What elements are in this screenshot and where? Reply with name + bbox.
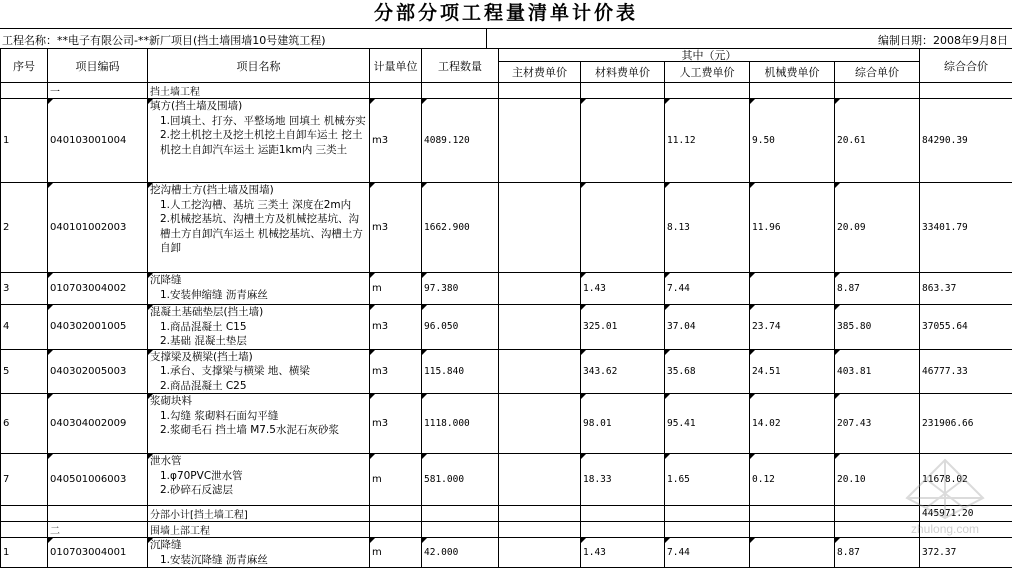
cell-name <box>148 394 370 454</box>
cell-machine: 23.74 <box>750 305 835 350</box>
cell-material: 1.43 <box>581 538 665 568</box>
cell-code: 040304002009 <box>48 394 148 454</box>
cell-empty <box>835 522 920 538</box>
cell-qty: 115.840 <box>422 349 499 394</box>
item-detail: 1.安装伸缩缝 沥青麻丝 <box>150 288 367 303</box>
cell-unit-price: 20.10 <box>835 454 920 506</box>
info-bar <box>0 28 1012 49</box>
table-row <box>1 454 1012 506</box>
table-row <box>1 305 1012 350</box>
subtotal-label: 分部小计[挡土墙工程] <box>148 506 370 522</box>
cell-unit: m3 <box>370 183 422 273</box>
cell-empty <box>422 522 499 538</box>
cell-empty <box>422 506 499 522</box>
cell-total: 372.37 <box>920 538 1012 568</box>
cell-empty <box>665 83 750 99</box>
item-detail: 1.人工挖沟槽、基坑 三类土 深度在2m内 <box>150 198 367 213</box>
cell-machine: 0.12 <box>750 454 835 506</box>
cell-machine <box>750 273 835 305</box>
cell-material: 18.33 <box>581 454 665 506</box>
cell-unit: m3 <box>370 305 422 350</box>
table-row <box>1 394 1012 454</box>
cell-empty <box>665 522 750 538</box>
item-detail: 2.商品混凝土 C25 <box>150 379 367 394</box>
cell-unit-price: 8.87 <box>835 273 920 305</box>
cell-code: 040501006003 <box>48 454 148 506</box>
subtotal-row <box>1 506 1012 522</box>
header-qty: 工程数量 <box>422 49 499 83</box>
cell-empty <box>370 506 422 522</box>
item-name: 沉降缝 <box>150 274 182 286</box>
cell-material: 343.62 <box>581 349 665 394</box>
cell-seq: 7 <box>1 454 48 506</box>
item-name: 浆砌块料 <box>150 395 192 407</box>
cell-empty <box>665 506 750 522</box>
cell-code: 040302001005 <box>48 305 148 350</box>
cell-labor: 7.44 <box>665 538 750 568</box>
cell-material: 325.01 <box>581 305 665 350</box>
subtotal-total: 445971.20 <box>920 506 1012 522</box>
cell-machine: 11.96 <box>750 183 835 273</box>
cell-empty <box>581 506 665 522</box>
cell-empty <box>499 83 581 99</box>
cell-unit: m <box>370 454 422 506</box>
cell-name <box>148 538 370 568</box>
watermark-text: zhulong.com <box>911 522 979 536</box>
cell-empty <box>422 83 499 99</box>
cell-seq: 1 <box>1 538 48 568</box>
item-name: 泄水管 <box>150 455 182 467</box>
item-detail: 1.承台、支撑梁与横梁 地、横梁 <box>150 364 367 379</box>
cell-empty <box>750 506 835 522</box>
header-unit-price: 综合单价 <box>835 62 920 83</box>
cell-seq: 2 <box>1 183 48 273</box>
cell-seq <box>1 522 48 538</box>
info-divider <box>486 29 487 48</box>
table-row <box>1 273 1012 305</box>
section-number: 二 <box>48 522 148 538</box>
cell-labor: 37.04 <box>665 305 750 350</box>
cell-name <box>148 183 370 273</box>
cell-unit: m <box>370 273 422 305</box>
header-among: 其中（元） <box>499 49 920 62</box>
cell-empty <box>581 83 665 99</box>
cell-empty <box>581 522 665 538</box>
header-total: 综合合价 <box>920 49 1012 83</box>
cell-labor: 95.41 <box>665 394 750 454</box>
cell-empty <box>370 522 422 538</box>
item-detail: 2.挖土机挖土及挖土机挖土自卸车运土 挖土机挖土自卸汽车运土 运距1km内 三类土 <box>150 128 367 157</box>
cell-labor: 1.65 <box>665 454 750 506</box>
cell-empty <box>920 83 1012 99</box>
cell-code: 010703004002 <box>48 273 148 305</box>
item-name: 支撑梁及横梁(挡土墙) <box>150 351 253 363</box>
cell-unit: m <box>370 538 422 568</box>
section-number: 一 <box>48 83 148 99</box>
cell-labor: 11.12 <box>665 99 750 183</box>
cell-unit-price: 8.87 <box>835 538 920 568</box>
cell-qty: 42.000 <box>422 538 499 568</box>
cell-seq: 4 <box>1 305 48 350</box>
cell-unit: m3 <box>370 349 422 394</box>
cell-total: 11678.02 <box>920 454 1012 506</box>
cell-total: 231906.66 <box>920 394 1012 454</box>
header-code: 项目编码 <box>48 49 148 83</box>
cell-name <box>148 305 370 350</box>
header-machine: 机械费单价 <box>750 62 835 83</box>
cell-empty <box>370 83 422 99</box>
table-row <box>1 183 1012 273</box>
project-name: 工程名称：**电子有限公司-**新厂项目(挡土墙围墙10号建筑工程) <box>2 32 326 48</box>
cell-main-material <box>499 454 581 506</box>
header-unit: 计量单位 <box>370 49 422 83</box>
compile-date: 编制日期：2008年9月8日 <box>878 32 1008 48</box>
item-detail: 1.商品混凝土 C15 <box>150 320 367 335</box>
section-row <box>1 522 1012 538</box>
item-name: 沉降缝 <box>150 539 182 551</box>
cell-name <box>148 273 370 305</box>
cell-seq: 6 <box>1 394 48 454</box>
cell-unit-price: 385.80 <box>835 305 920 350</box>
cell-qty: 1662.900 <box>422 183 499 273</box>
cell-seq: 1 <box>1 99 48 183</box>
cell-name <box>148 349 370 394</box>
section-row <box>1 83 1012 99</box>
header-main-material: 主材费单价 <box>499 62 581 83</box>
cell-name <box>148 99 370 183</box>
cell-labor: 7.44 <box>665 273 750 305</box>
cell-unit: m3 <box>370 99 422 183</box>
item-name: 挖沟槽土方(挡土墙及围墙) <box>150 184 274 196</box>
cell-unit-price: 403.81 <box>835 349 920 394</box>
cell-seq <box>1 83 48 99</box>
item-detail: 1.φ70PVC泄水管 <box>150 469 367 484</box>
item-detail: 2.基础 混凝土垫层 <box>150 334 367 349</box>
cell-material <box>581 99 665 183</box>
section-title: 挡土墙工程 <box>148 83 370 99</box>
cell-main-material <box>499 349 581 394</box>
table-row <box>1 349 1012 394</box>
cell-seq: 3 <box>1 273 48 305</box>
item-name: 混凝土基础垫层(挡土墙) <box>150 306 263 318</box>
cell-seq: 5 <box>1 349 48 394</box>
cell-main-material <box>499 273 581 305</box>
table-row <box>1 99 1012 183</box>
item-detail: 1.回填土、打夯、平整场地 回填土 机械夯实 <box>150 114 367 129</box>
cell-qty: 581.000 <box>422 454 499 506</box>
cell-main-material <box>499 305 581 350</box>
cell-total: 84290.39 <box>920 99 1012 183</box>
cell-total: 863.37 <box>920 273 1012 305</box>
item-detail: 1.安装沉降缝 沥青麻丝 <box>150 553 367 568</box>
header-labor: 人工费单价 <box>665 62 750 83</box>
cell-empty <box>835 506 920 522</box>
cell-name <box>148 454 370 506</box>
item-detail: 2.砂碎石反滤层 <box>150 483 367 498</box>
cell-empty <box>750 522 835 538</box>
cell-code: 040302005003 <box>48 349 148 394</box>
cell-qty: 96.050 <box>422 305 499 350</box>
cell-unit-price: 20.09 <box>835 183 920 273</box>
cell-empty <box>499 522 581 538</box>
cell-seq <box>1 506 48 522</box>
section-title: 围墙上部工程 <box>148 522 370 538</box>
cell-total: 37055.64 <box>920 305 1012 350</box>
cell-machine <box>750 538 835 568</box>
cell-labor: 8.13 <box>665 183 750 273</box>
cell-unit-price: 207.43 <box>835 394 920 454</box>
cell-unit: m3 <box>370 394 422 454</box>
cell-machine: 24.51 <box>750 349 835 394</box>
cell-qty: 4089.120 <box>422 99 499 183</box>
header-material: 材料费单价 <box>581 62 665 83</box>
cell-material <box>581 183 665 273</box>
cell-material: 98.01 <box>581 394 665 454</box>
cell-main-material <box>499 394 581 454</box>
pricing-table <box>0 48 1012 568</box>
cell-qty: 97.380 <box>422 273 499 305</box>
item-detail: 2.机械挖基坑、沟槽土方及机械挖基坑、沟槽土方自卸汽车运土 机械挖基坑、沟槽土方自卸 <box>150 212 367 256</box>
cell-machine: 9.50 <box>750 99 835 183</box>
page-title: 分部分项工程量清单计价表 <box>0 0 1012 28</box>
cell-main-material <box>499 183 581 273</box>
cell-total: 46777.33 <box>920 349 1012 394</box>
cell-main-material <box>499 538 581 568</box>
cell-code: 040103001004 <box>48 99 148 183</box>
item-detail: 2.浆砌毛石 挡土墙 M7.5水泥石灰砂浆 <box>150 423 367 438</box>
cell-labor: 35.68 <box>665 349 750 394</box>
cell-material: 1.43 <box>581 273 665 305</box>
cell-code: 040101002003 <box>48 183 148 273</box>
table-row <box>1 538 1012 568</box>
header-name: 项目名称 <box>148 49 370 83</box>
cell-machine: 14.02 <box>750 394 835 454</box>
header-seq: 序号 <box>1 49 48 83</box>
cell-unit-price: 20.61 <box>835 99 920 183</box>
cell-empty <box>920 522 1012 538</box>
cell-empty <box>750 83 835 99</box>
cell-code: 010703004001 <box>48 538 148 568</box>
cell-qty: 1118.000 <box>422 394 499 454</box>
cell-empty <box>499 506 581 522</box>
cell-main-material <box>499 99 581 183</box>
item-detail: 1.勾缝 浆砌料石面勾平缝 <box>150 409 367 424</box>
item-name: 填方(挡土墙及围墙) <box>150 100 242 112</box>
cell-code <box>48 506 148 522</box>
cell-empty <box>835 83 920 99</box>
cell-total: 33401.79 <box>920 183 1012 273</box>
